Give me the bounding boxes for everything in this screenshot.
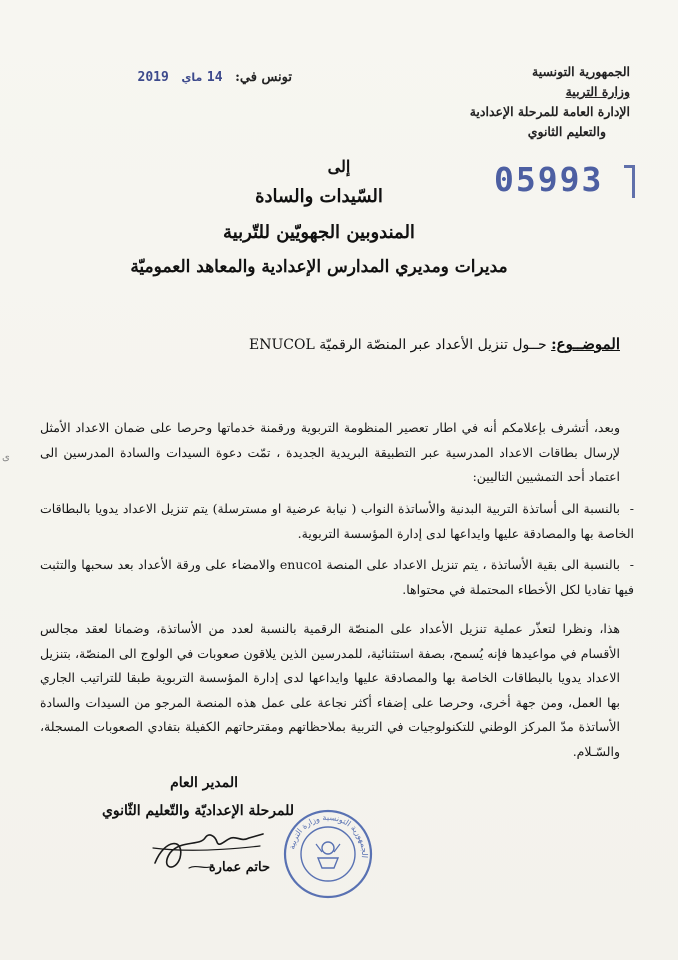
recipient-line-1: السّيدات والسادة xyxy=(255,186,383,207)
date-line xyxy=(122,70,292,85)
subject-line xyxy=(60,335,620,353)
intro-paragraph: وبعد، أتشرف بإعلامكم أنه في اطار تعصير المنظومة التربوية ورقمنة خدماتها وحرصا على ضمان الاعداد الأمثل لإرسال بطاقات الاعداد المدرسية عبر التطبيقة البريدية الجديدة ، تمّت دعوة السيدات والسادة المدرسين الى اعتماد أحد التمشيين التاليين: xyxy=(40,420,620,484)
edge-mark: ى xyxy=(2,452,10,463)
bullet-dash: - xyxy=(629,557,635,572)
bullet-item-1 xyxy=(40,497,634,546)
date-label: تونس في: xyxy=(235,70,292,85)
reference-number-stamp: 05993 xyxy=(494,160,604,199)
signatory-title: المدير العام xyxy=(170,775,238,791)
date-day: 14 xyxy=(206,70,223,85)
signatory-department: للمرحلة الإعداديّة والتّعليم الثّانوي xyxy=(101,803,294,819)
recipient-line-3: مديرات ومديري المدارس الإعدادية والمعاهد العموميّة xyxy=(130,257,508,277)
bullet-2-text: بالنسبة الى بقية الأساتذة ، يتم تنزيل الاعداد على المنصة enucol والامضاء على ورقة الأعداد بعد سحبها والتثبت فيها تفاديا لكل الأخطاء المحتملة في محتواها. xyxy=(40,557,634,597)
bullet-item-2 xyxy=(40,553,634,602)
recipient-to: إلى xyxy=(327,157,351,176)
directorate-line-1: الإدارة العامة للمرحلة الإعدادية xyxy=(469,104,630,119)
closing-paragraph: هذا، ونظرا لتعذّر عملية تنزيل الأعداد على المنصّة الرقمية بالنسبة لعدد من الأساتذة، وضمانا لعقد مجالس الأقسام في مواعيدها فإنه يُسمح، بصفة استثنائية، للمدرسين الذين يلاقون صعوبات في الولوج الى المنصّة، بتنزيل الاعداد يدويا بالبطاقات الخاصة بها والمصادقة عليها وايداعها لدى إدارة المؤسسة التربوية طبقا للتراتيب الجاري بها العمل، ومن جهة أخرى، وحرصا على إضفاء أكثر نجاعة على عمل هذه المنصة المرجو من السيدات والسادة الأساتذة مدّ المركز الوطني للتكنولوجيات في التربية بملاحظاتهم ومقترحاتهم الكفيلة بتفادي الصعوبات المسجلة، والسّـلام. xyxy=(40,621,620,759)
subject-text: حــول تنزيل الأعداد عبر المنصّة الرقميّة ENUCOL xyxy=(249,337,547,353)
signatory-name: حاتم عمارة xyxy=(208,860,270,875)
recipient-line-2: المندوبين الجهويّين للتّربية xyxy=(223,222,415,243)
official-seal xyxy=(282,808,374,900)
directorate-line-2: والتعليم الثانوي xyxy=(527,124,606,139)
svg-text:الجمهورية التونسية وزارة الترب: الجمهورية التونسية وزارة التربية xyxy=(287,812,370,859)
date-month: ماي xyxy=(181,71,203,84)
ministry-name: وزارة التربية xyxy=(565,84,630,99)
bullet-dash: - xyxy=(629,501,634,516)
republic-name: الجمهورية التونسية xyxy=(532,64,630,79)
subject-label: الموضــوع: xyxy=(551,335,620,353)
bullet-1-text: بالنسبة الى أساتذة التربية البدنية والأساتذة النواب ( نيابة عرضية او مسترسلة) يتم تنزيل الاعداد يدويا بالبطاقات الخاصة بها والمصادقة عليها وايداعها لدى إدارة المؤسسة التربوية. xyxy=(40,501,634,541)
letterhead xyxy=(460,62,630,142)
date-year: 2019 xyxy=(137,70,169,85)
